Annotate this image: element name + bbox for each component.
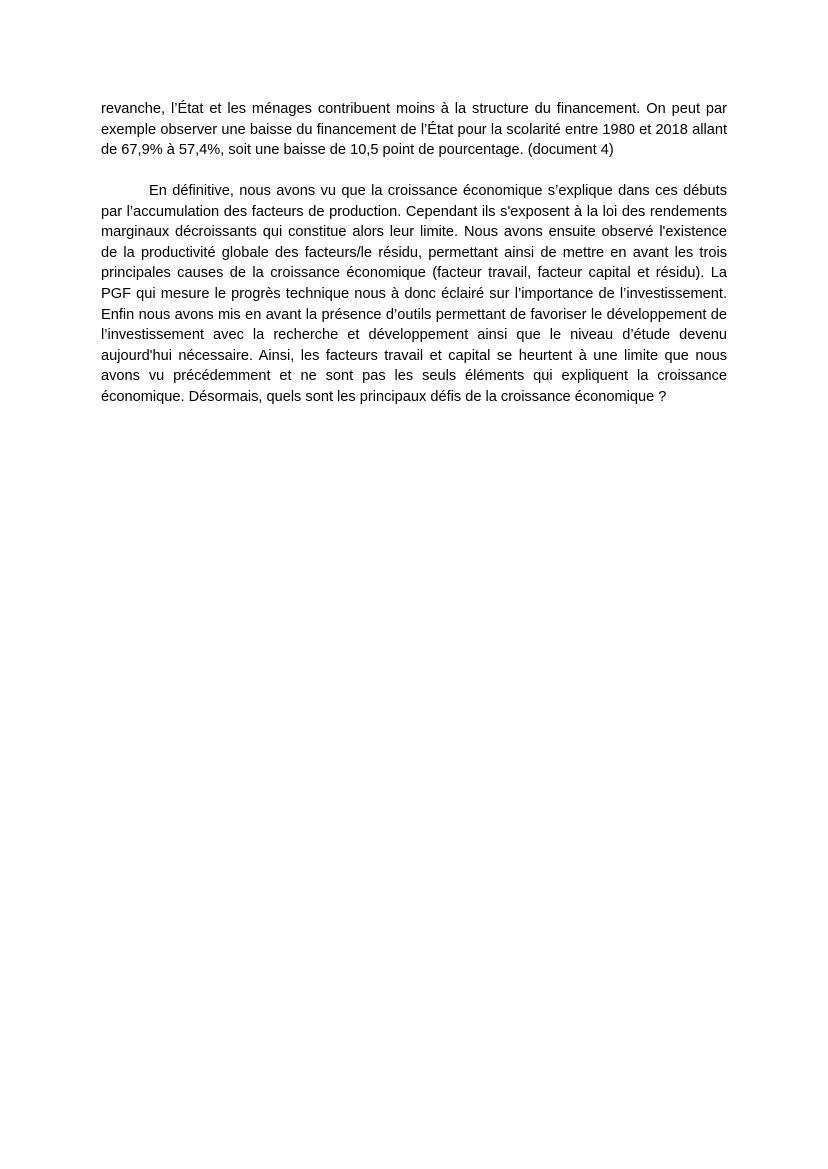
paragraph-financing-continuation: revanche, l’État et les ménages contribuent moins à la structure du financement. On peut par exemple observer une baisse du financement de l’État pour la scolarité entre 1980 et 2018 allant de 67,9% à 57,4%, soit une baisse de 10,5 point de pourcentage. (document 4)	[101, 101, 727, 159]
paragraph-conclusion: En définitive, nous avons vu que la croissance économique s’explique dans ces débuts par l’accumulation des facteurs de production. Cependant ils s'exposent à la loi des rendements marginaux décroissants qui constitue alors leur limite. Nous avons ensuite observé l'existence de la productivité globale des facteurs/le résidu, permettant ainsi de mettre en avant les trois principales causes de la croissance économique (facteur travail, facteur capital et résidu). La PGF qui mesure le progrès technique nous à donc éclairé sur l’importance de l’investissement. Enfin nous avons mis en avant la présence d’outils permettant de favoriser le développement de l’investissement avec la recherche et développement ainsi que le niveau d’étude devenu aujourd'hui nécessaire. Ainsi, les facteurs travail et capital se heurtent à une limite que nous avons vu précédemment et ne sont pas les seuls éléments qui expliquent la croissance économique. Désormais, quels sont les principaux défis de la croissance économique ?	[101, 183, 727, 405]
